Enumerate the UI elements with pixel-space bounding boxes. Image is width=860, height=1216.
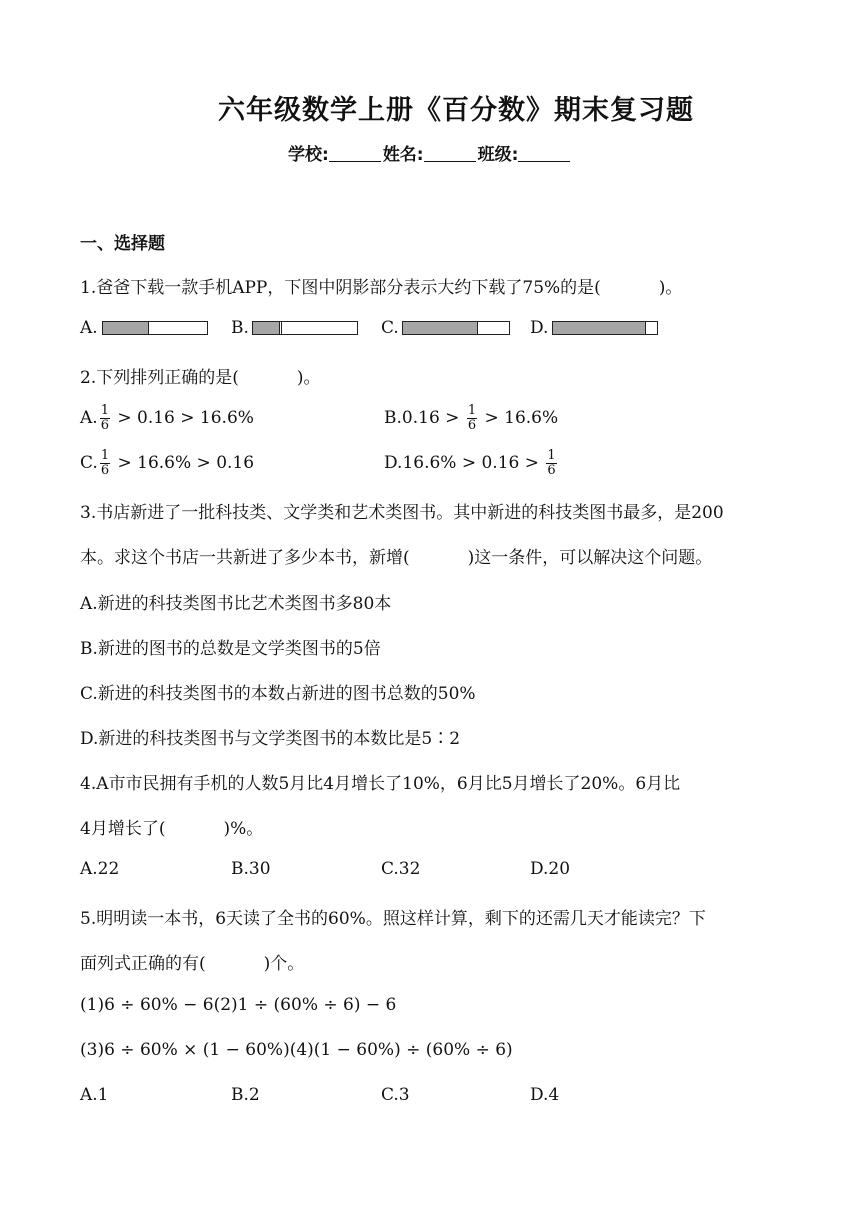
q1-text-end: )。 <box>658 278 683 298</box>
q5-expression-2: (3)6 ÷ 60% × (1 − 60%)(4)(1 − 60%) ÷ (60% ÷ 6) <box>80 1040 513 1060</box>
denominator: 6 <box>547 463 556 478</box>
q5-expression-1: (1)6 ÷ 60% − 6(2)1 ÷ (60% ÷ 6) − 6 <box>80 995 397 1015</box>
fraction <box>100 449 110 478</box>
q3-stem-line2 <box>80 543 712 568</box>
q5-text-end: )个。 <box>263 954 305 974</box>
fraction <box>100 404 110 433</box>
q5-option-b: B.2 <box>231 1085 260 1105</box>
q5-stem-line2 <box>80 949 304 974</box>
q2-option-d <box>384 449 559 478</box>
q4-option-a: A.22 <box>80 859 120 879</box>
q2-text: 2.下列排列正确的是( <box>80 368 239 388</box>
page-title: 六年级数学上册《百分数》期末复习题 <box>218 95 694 126</box>
q4-option-b: B.30 <box>231 859 271 879</box>
shaded-portion <box>103 322 149 334</box>
numerator: 1 <box>547 448 556 463</box>
option-label: D. <box>384 453 403 473</box>
student-info-line <box>288 140 572 165</box>
q5-option-d: D.4 <box>530 1085 560 1105</box>
q2-option-c <box>80 449 254 478</box>
shaded-portion <box>553 322 646 334</box>
class-label: 班级: <box>477 145 519 165</box>
divider-tick <box>281 322 282 334</box>
q4-stem-line1: 4.A市市民拥有手机的人数5月比4月增长了10%，6月比5月增长了20%。6月比 <box>80 774 681 794</box>
q3-option-b: B.新进的图书的总数是文学类图书的5倍 <box>80 639 381 659</box>
option-label: A. <box>80 408 98 428</box>
q5-stem-line1: 5.明明读一本书，6天读了全书的60%。照这样计算，剩下的还需几天才能读完？下 <box>80 909 706 929</box>
q5-text: 面列式正确的有( <box>80 954 206 974</box>
option-label: B. <box>384 408 402 428</box>
q4-text-end: )%。 <box>223 819 264 839</box>
q3-text-end: )这一条件，可以解决这个问题。 <box>467 548 713 568</box>
numerator: 1 <box>100 403 109 418</box>
option-text: > 16.6% > 0.16 <box>112 453 255 473</box>
q1-option-c-label: C. <box>381 318 399 338</box>
option-text: > 0.16 > 16.6% <box>111 408 254 428</box>
q5-option-a: A.1 <box>80 1085 109 1105</box>
q3-option-c: C.新进的科技类图书的本数占新进的图书总数的50% <box>80 684 476 704</box>
denominator: 6 <box>100 418 109 433</box>
q1-option-b-label: B. <box>231 318 249 338</box>
q1-text: 1.爸爸下载一款手机APP，下图中阴影部分表示大约下载了75%的是( <box>80 278 601 298</box>
q4-stem-line2 <box>80 814 263 839</box>
option-text: 0.16 > <box>401 408 465 428</box>
fraction <box>546 449 556 478</box>
q2-text-end: )。 <box>296 368 321 388</box>
school-blank[interactable] <box>329 145 381 162</box>
q4-text: 4月增长了( <box>80 819 166 839</box>
class-blank[interactable] <box>518 145 570 162</box>
denominator: 6 <box>100 463 110 478</box>
option-text: > 16.6% <box>479 408 559 428</box>
shaded-portion <box>253 322 280 334</box>
q2-stem <box>80 363 321 388</box>
shaded-portion <box>403 322 478 334</box>
q2-option-b <box>384 404 558 433</box>
q1-option-d-bar <box>552 321 658 335</box>
q1-stem <box>80 273 682 298</box>
name-blank[interactable] <box>424 145 476 162</box>
option-label: C. <box>80 453 98 473</box>
q2-option-a <box>80 404 254 433</box>
q3-option-d: D.新进的科技类图书与文学类图书的本数比是5∶2 <box>80 729 461 749</box>
q1-option-a-bar <box>102 321 208 335</box>
q1-option-c-bar <box>402 321 510 335</box>
q3-option-a: A.新进的科技类图书比艺术类图书多80本 <box>80 594 392 614</box>
q1-option-d-label: D. <box>530 318 549 338</box>
q4-option-d: D.20 <box>530 859 571 879</box>
section-heading: 一、选择题 <box>80 234 165 254</box>
q1-option-a-label: A. <box>80 318 98 338</box>
school-label: 学校: <box>288 145 329 165</box>
q1-option-b-bar <box>252 321 358 335</box>
q3-text: 本。求这个书店一共新进了多少本书，新增( <box>80 548 410 568</box>
q4-option-c: C.32 <box>381 859 421 879</box>
q5-option-c: C.3 <box>381 1085 410 1105</box>
option-text: 16.6% > 0.16 > <box>402 453 545 473</box>
numerator: 1 <box>467 403 477 418</box>
numerator: 1 <box>100 448 110 463</box>
fraction <box>467 404 477 433</box>
q3-stem-line1: 3.书店新进了一批科技类、文学类和艺术类图书。其中新进的科技类图书最多，是200 <box>80 503 724 523</box>
name-label: 姓名: <box>382 145 424 165</box>
denominator: 6 <box>467 418 477 433</box>
